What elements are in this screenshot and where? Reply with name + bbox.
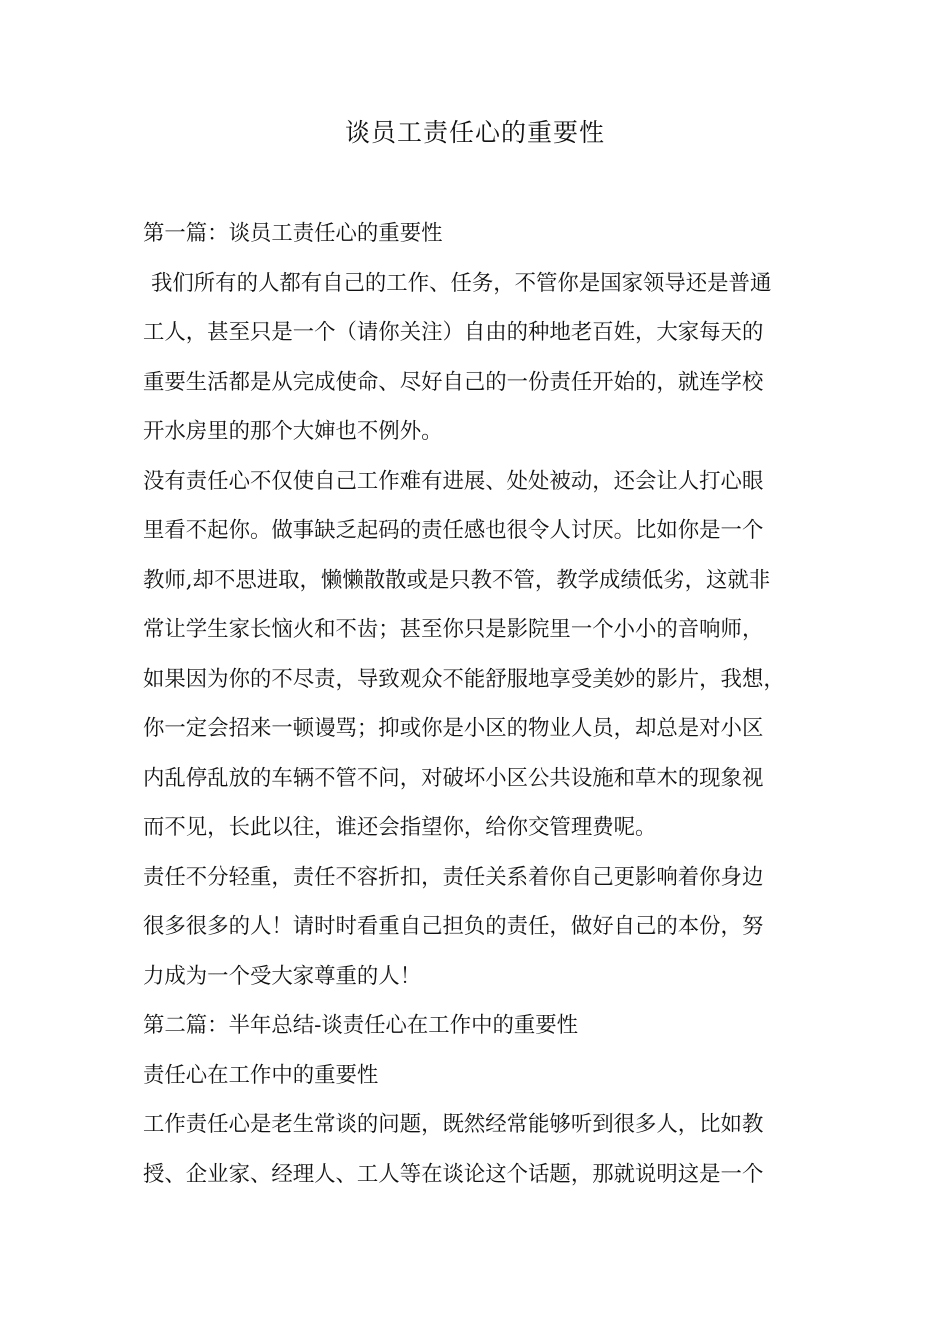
paragraph-line: 工作责任心是老生常谈的问题，既然经常能够听到很多人，比如教 <box>143 1112 764 1137</box>
paragraph-line: 你一定会招来一顿谩骂；抑或你是小区的物业人员，却总是对小区 <box>143 716 764 741</box>
subheading: 责任心在工作中的重要性 <box>143 1062 379 1088</box>
document-title: 谈员工责任心的重要性 <box>344 118 605 147</box>
section-heading-2: 第二篇：半年总结-谈责任心在工作中的重要性 <box>143 1013 579 1038</box>
paragraph-line: 没有责任心不仅使自己工作难有进展、处处被动，还会让人打心眼 <box>143 468 764 494</box>
paragraph-line: 重要生活都是从完成使命、尽好自己的一份责任开始的，就连学校 <box>143 369 764 395</box>
paragraph-line: 常让学生家长恼火和不齿；甚至你只是影院里一个小小的音响师， <box>143 617 764 642</box>
paragraph-line: 里看不起你。做事缺乏起码的责任感也很令人讨厌。比如你是一个 <box>143 518 764 543</box>
paragraph-line: 力成为一个受大家尊重的人！ <box>143 963 422 989</box>
paragraph-line: 我们所有的人都有自己的工作、任务，不管你是国家领导还是普通 <box>151 270 772 296</box>
paragraph-line: 内乱停乱放的车辆不管不问，对破坏小区公共设施和草木的现象视 <box>143 765 764 791</box>
paragraph-line: 很多很多的人！请时时看重自己担负的责任，做好自己的本份，努 <box>143 914 764 939</box>
paragraph-line: 开水房里的那个大婶也不例外。 <box>143 419 443 444</box>
paragraph-line: 责任不分轻重，责任不容折扣，责任关系着你自己更影响着你身边 <box>143 864 764 890</box>
document-body <box>143 209 843 1199</box>
paragraph-line: 而不见，长此以往，谁还会指望你，给你交管理费呢。 <box>143 815 657 840</box>
paragraph-line: 教师,却不思进取，懒懒散散或是只教不管，教学成绩低劣，这就非 <box>143 567 771 593</box>
paragraph-line: 如果因为你的不尽责，导致观众不能舒服地享受美妙的影片，我想， <box>143 666 785 692</box>
paragraph-line: 授、企业家、经理人、工人等在谈论这个话题，那就说明这是一个 <box>143 1161 764 1187</box>
section-heading-1: 第一篇：谈员工责任心的重要性 <box>143 221 443 246</box>
paragraph-line: 工人，甚至只是一个（请你关注）自由的种地老百姓，大家每天的 <box>143 320 764 345</box>
